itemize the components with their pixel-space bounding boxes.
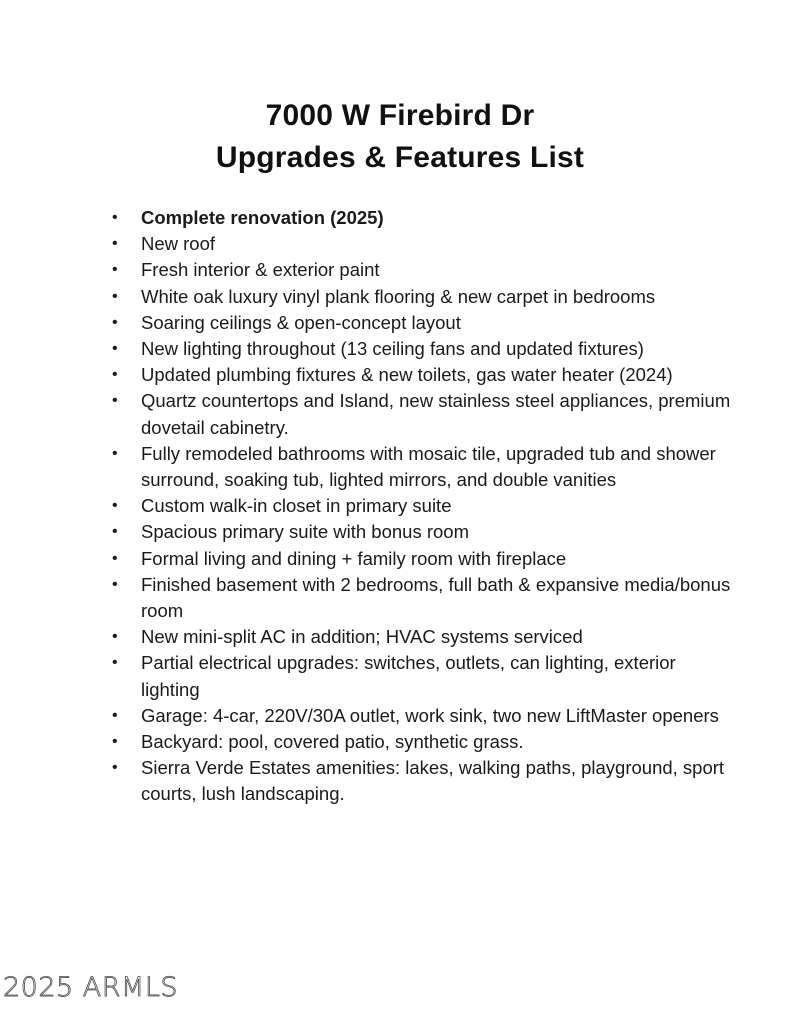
bullet-icon: •	[112, 313, 118, 331]
feature-text: Updated plumbing fixtures & new toilets, gas water heater (2024)	[141, 364, 673, 386]
feature-item	[112, 493, 732, 519]
feature-item	[112, 624, 732, 650]
feature-text: Sierra Verde Estates amenities: lakes, walking paths, playground, sport courts, lush landscaping.	[141, 757, 725, 805]
bullet-icon: •	[112, 523, 118, 541]
feature-text: Garage: 4-car, 220V/30A outlet, work sink, two new LiftMaster openers	[141, 704, 719, 726]
copyright-watermark: 2025 ARMLS	[3, 972, 179, 1003]
feature-text: Fully remodeled bathrooms with mosaic tile, upgraded tub and shower surround, soaking tub, lighted mirrors, and double vanities	[141, 442, 716, 491]
bullet-icon: •	[112, 209, 118, 226]
feature-text: White oak luxury vinyl plank flooring & new carpet in bedrooms	[141, 285, 656, 307]
feature-item	[112, 336, 732, 362]
feature-item	[112, 519, 732, 545]
feature-item	[112, 310, 732, 336]
bullet-icon: •	[112, 287, 118, 305]
bullet-icon: •	[112, 444, 118, 462]
bullet-icon: •	[112, 549, 118, 567]
bullet-icon: •	[112, 340, 118, 358]
bullet-icon: •	[112, 575, 118, 593]
feature-text: Quartz countertops and Island, new stainless steel appliances, premium dovetail cabinetry.	[141, 390, 731, 438]
feature-text: Formal living and dining + family room with fireplace	[141, 547, 567, 569]
bullet-icon: •	[112, 706, 118, 724]
bullet-icon: •	[112, 235, 118, 253]
bullet-icon: •	[112, 261, 118, 279]
feature-item	[112, 703, 732, 729]
bullet-icon: •	[112, 628, 118, 646]
feature-text: Partial electrical upgrades: switches, outlets, can lighting, exterior lighting	[141, 652, 676, 700]
feature-item	[112, 650, 732, 702]
feature-text: New roof	[141, 233, 216, 255]
feature-item	[112, 257, 732, 283]
feature-item	[112, 546, 732, 572]
bullet-icon: •	[112, 497, 118, 515]
feature-text: Finished basement with 2 bedrooms, full bath & expansive media/bonus room	[141, 573, 731, 622]
feature-item	[112, 205, 732, 231]
feature-text: Fresh interior & exterior paint	[141, 259, 380, 281]
feature-item	[112, 284, 732, 310]
bullet-icon: •	[112, 366, 118, 384]
feature-text: Complete renovation (2025)	[141, 207, 384, 228]
feature-text: Soaring ceilings & open-concept layout	[141, 311, 461, 333]
feature-item	[112, 729, 732, 755]
feature-text: Backyard: pool, covered patio, synthetic grass.	[141, 731, 524, 753]
feature-text: Spacious primary suite with bonus room	[141, 521, 470, 543]
feature-item	[112, 572, 732, 624]
title-subtitle: Upgrades & Features List	[215, 141, 585, 174]
bullet-icon: •	[112, 759, 118, 777]
title-address: 7000 W Firebird Dr	[265, 99, 535, 132]
features-list	[112, 205, 732, 808]
bullet-icon: •	[112, 392, 118, 410]
feature-item	[112, 441, 732, 493]
feature-item	[112, 755, 732, 807]
bullet-icon: •	[112, 654, 118, 672]
bullet-icon: •	[112, 733, 118, 751]
feature-item	[112, 231, 732, 257]
feature-text: Custom walk-in closet in primary suite	[141, 495, 452, 517]
page-title	[0, 95, 800, 179]
feature-item	[112, 388, 732, 440]
feature-text: New lighting throughout (13 ceiling fans and updated fixtures)	[141, 338, 644, 360]
feature-text: New mini-split AC in addition; HVAC systems serviced	[141, 626, 583, 648]
feature-item	[112, 362, 732, 388]
